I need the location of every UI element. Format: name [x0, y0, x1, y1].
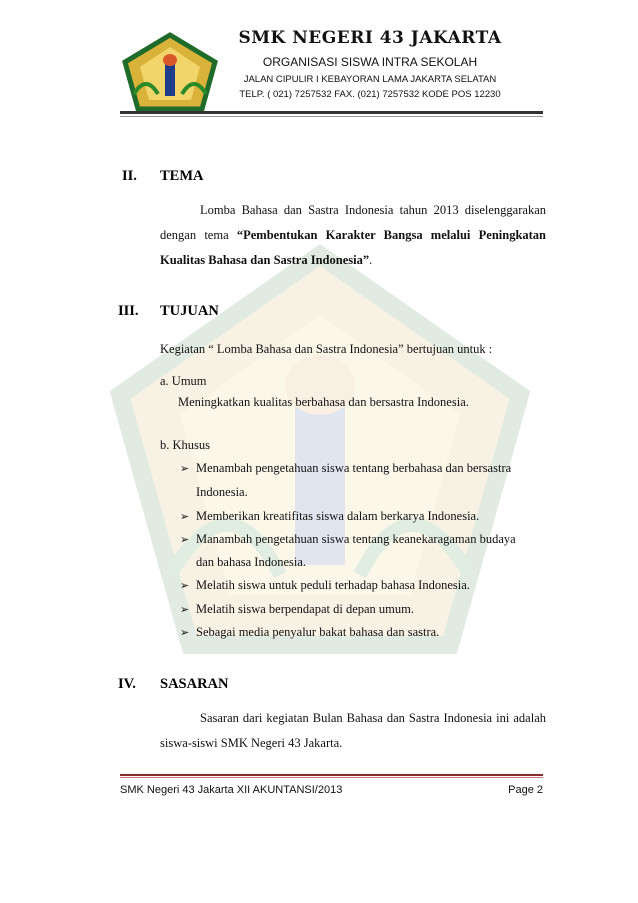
- letterhead-rule-thin: [120, 116, 543, 117]
- footer-left-text: SMK Negeri 43 Jakarta XII AKUNTANSI/2013: [120, 784, 343, 796]
- section-title-sasaran: SASARAN: [160, 676, 229, 692]
- arrow-bullet-icon: ➢: [180, 510, 190, 523]
- section-number-tema: II.: [122, 168, 137, 184]
- arrow-bullet-icon: ➢: [180, 533, 190, 546]
- tema-text-end: .: [369, 253, 373, 267]
- tema-text: Lomba Bahasa dan Sastra Indonesia tahun 2013 diselenggarakan dengan tema: [160, 203, 546, 242]
- page-number: Page 2: [508, 784, 543, 796]
- section-title-tujuan: TUJUAN: [160, 303, 219, 319]
- list-item: ➢ Manambah pengetahuan siswa tentang keanekaragaman budaya: [180, 532, 516, 546]
- sasaran-text: Sasaran dari kegiatan Bulan Bahasa dan Sastra Indonesia ini adalah siswa-siswi SMK Negeri 43 Jakarta.: [160, 711, 546, 750]
- letterhead-school-name: SMK NEGERI 43 JAKARTA: [238, 28, 502, 48]
- list-item: ➢ Melatih siswa berpendapat di depan umum.: [180, 602, 414, 616]
- letterhead-phone: TELP. ( 021) 7257532 FAX. (021) 7257532 KODE POS 12230: [239, 89, 501, 100]
- tema-theme-quote: “Pembentukan Karakter Bangsa melalui Peningkatan Kualitas Bahasa dan Sastra Indonesia”: [160, 228, 547, 267]
- arrow-bullet-icon: ➢: [180, 462, 190, 475]
- list-item: ➢ Melatih siswa untuk peduli terhadap bahasa Indonesia.: [180, 578, 470, 592]
- list-item: ➢ Sebagai media penyalur bakat bahasa dan sastra.: [180, 625, 440, 639]
- list-item: ➢ Menambah pengetahuan siswa tentang berbahasa dan bersastra: [180, 461, 512, 475]
- footer-rule-thin: [120, 777, 543, 778]
- tujuan-khusus-label: b. Khusus: [160, 438, 211, 452]
- footer-rule: [120, 774, 543, 776]
- tema-paragraph: [160, 198, 546, 273]
- letterhead-address: JALAN CIPULIR I KEBAYORAN LAMA JAKARTA SELATAN: [243, 74, 497, 85]
- section-number-sasaran: IV.: [118, 676, 136, 692]
- section-number-tujuan: III.: [118, 303, 139, 319]
- section-title-tema: TEMA: [160, 168, 204, 184]
- letterhead-organization: ORGANISASI SISWA INTRA SEKOLAH: [262, 55, 478, 69]
- list-item: ➢ Memberikan kreatifitas siswa dalam berkarya Indonesia.: [180, 509, 480, 523]
- sasaran-paragraph: [160, 706, 546, 756]
- letterhead-rule: [120, 111, 543, 114]
- arrow-bullet-icon: ➢: [180, 626, 190, 639]
- list-item-continuation: dan bahasa Indonesia.: [196, 555, 307, 569]
- arrow-bullet-icon: ➢: [180, 603, 190, 616]
- school-crest-icon: [120, 32, 220, 112]
- tujuan-umum-text: Meningkatkan kualitas berbahasa dan bersastra Indonesia.: [178, 395, 469, 409]
- tujuan-intro: Kegiatan “ Lomba Bahasa dan Sastra Indonesia” bertujuan untuk :: [160, 342, 493, 356]
- list-item-continuation: Indonesia.: [196, 485, 248, 499]
- tujuan-umum-label: a. Umum: [160, 374, 207, 388]
- arrow-bullet-icon: ➢: [180, 579, 190, 592]
